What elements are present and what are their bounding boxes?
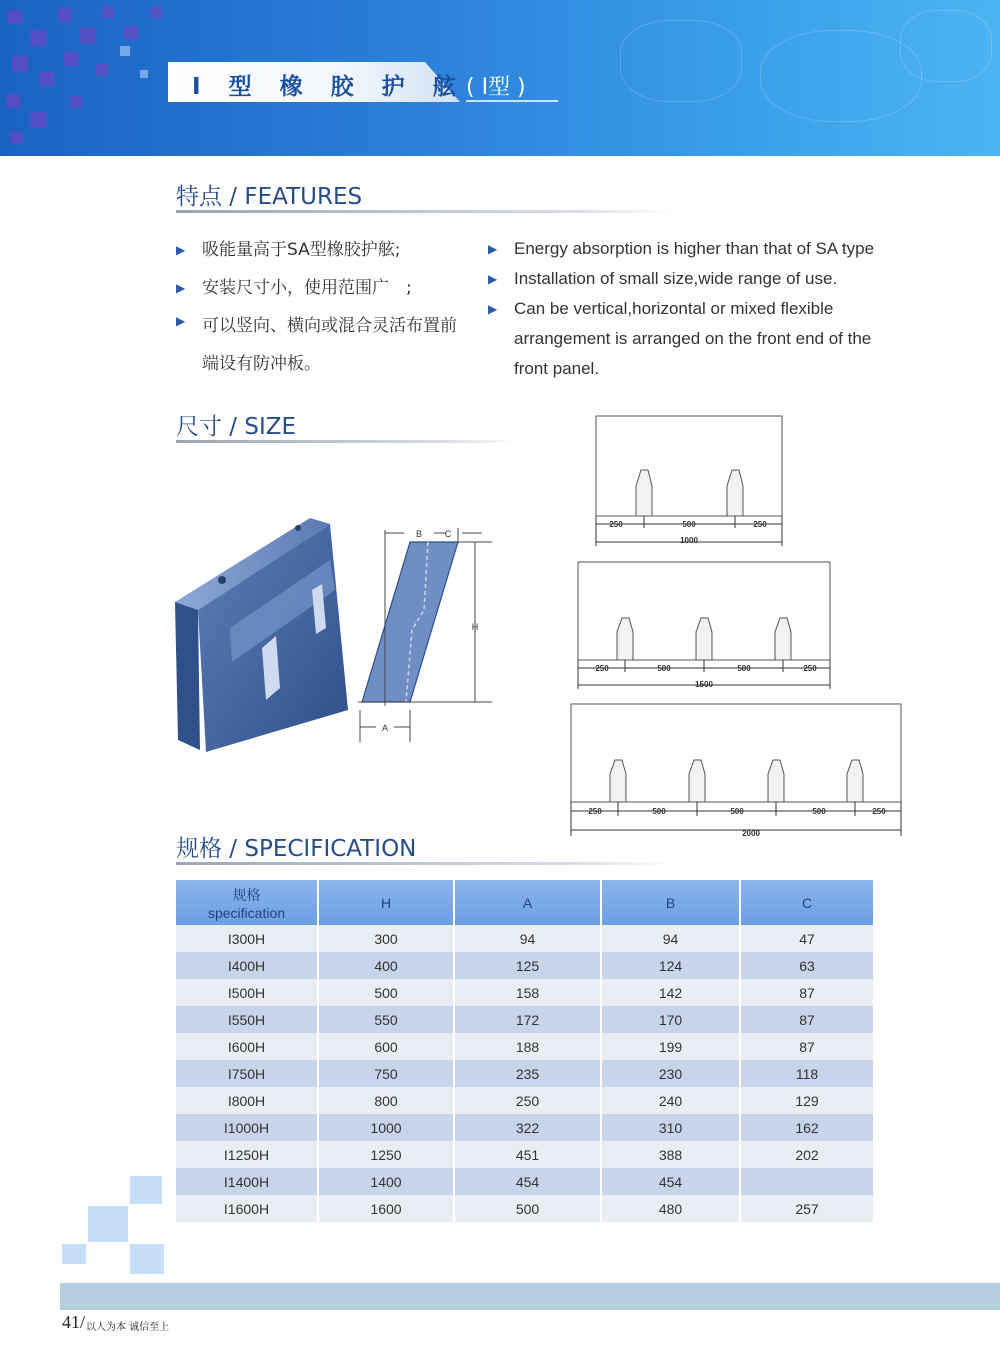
table-cell: 235 <box>454 1060 601 1087</box>
features-divider <box>176 210 676 213</box>
layout-2000-diagram <box>567 700 905 842</box>
table-cell: 162 <box>740 1114 873 1141</box>
table-cell: I400H <box>176 952 318 979</box>
table-cell: 1000 <box>318 1114 454 1141</box>
table-cell: I1600H <box>176 1195 318 1222</box>
decor-square <box>12 56 28 72</box>
table-cell: 124 <box>601 952 740 979</box>
decor-square <box>70 96 82 108</box>
table-cell: 750 <box>318 1060 454 1087</box>
table-cell: I300H <box>176 925 318 952</box>
subtitle-underline <box>466 100 558 102</box>
decor-square <box>150 6 162 18</box>
table-cell: 310 <box>601 1114 740 1141</box>
decor-square <box>30 112 46 128</box>
table-cell: 454 <box>454 1168 601 1195</box>
table-cell: 87 <box>740 1033 873 1060</box>
table-cell: 800 <box>318 1087 454 1114</box>
triangle-bullet-icon: ▶ <box>488 302 498 316</box>
feature-en-text: Can be vertical,horizontal or mixed flexible arrangement is arranged on the front end of the front panel. <box>514 299 872 378</box>
layout-1000-diagram <box>592 412 788 552</box>
size-divider <box>176 440 516 443</box>
page-subtitle: ( I型 ) <box>466 75 526 100</box>
table-cell: 480 <box>601 1195 740 1222</box>
table-cell: I800H <box>176 1087 318 1114</box>
header-banner <box>0 0 1000 156</box>
table-row <box>176 952 873 979</box>
decor-square <box>80 28 96 44</box>
dim-label: 250 <box>872 807 886 816</box>
triangle-bullet-icon: ▶ <box>488 242 498 256</box>
table-cell: 118 <box>740 1060 873 1087</box>
decor-square <box>40 72 54 86</box>
table-cell: I1400H <box>176 1168 318 1195</box>
column-header-cn: 规格 <box>232 886 261 903</box>
feature-cn-text: 可以竖向、横向或混合灵活布置前端设有防冲板。 <box>202 316 457 374</box>
decor-square <box>130 1176 162 1204</box>
table-cell: I600H <box>176 1033 318 1060</box>
table-cell <box>740 1168 873 1195</box>
dim-label: 250 <box>588 807 602 816</box>
decor-map-shape <box>620 20 742 102</box>
triangle-bullet-icon: ▶ <box>176 243 186 257</box>
list-item <box>488 294 908 384</box>
specification-table <box>176 880 873 1222</box>
table-cell: 87 <box>740 979 873 1006</box>
table-row <box>176 1195 873 1222</box>
table-row <box>176 1087 873 1114</box>
table-cell: 188 <box>454 1033 601 1060</box>
table-cell: 322 <box>454 1114 601 1141</box>
dim-b-label: B <box>415 529 423 539</box>
table-cell: 1600 <box>318 1195 454 1222</box>
decor-map-shape <box>760 30 922 122</box>
decor-square <box>88 1206 128 1242</box>
features-en-list <box>488 234 908 384</box>
table-cell: 199 <box>601 1033 740 1060</box>
triangle-bullet-icon: ▶ <box>176 281 186 295</box>
list-item <box>488 234 908 264</box>
table-cell: 125 <box>454 952 601 979</box>
table-cell: 142 <box>601 979 740 1006</box>
size-heading: 尺寸 / SIZE <box>176 414 297 440</box>
decor-square <box>10 132 22 144</box>
footer-bar <box>60 1283 1000 1310</box>
dim-a-label: A <box>381 723 389 733</box>
dim-c-label: C <box>444 529 452 539</box>
table-cell: 388 <box>601 1141 740 1168</box>
column-header-spec <box>176 880 318 925</box>
decor-square <box>6 94 20 108</box>
dim-label: 500 <box>737 664 751 673</box>
dim-total-label: 1000 <box>680 536 698 545</box>
fender-3d-illustration <box>170 510 360 755</box>
fender-profile-diagram <box>350 520 500 745</box>
feature-cn-text: 吸能量高于SA型橡胶护舷; <box>202 240 401 260</box>
table-cell: 454 <box>601 1168 740 1195</box>
table-cell: 250 <box>454 1087 601 1114</box>
column-header-en: specification <box>207 904 286 921</box>
table-cell: 230 <box>601 1060 740 1087</box>
table-cell: I550H <box>176 1006 318 1033</box>
decor-square <box>102 6 114 18</box>
table-cell: 47 <box>740 925 873 952</box>
table-row <box>176 1114 873 1141</box>
features-cn-list <box>176 236 466 383</box>
table-cell: 129 <box>740 1087 873 1114</box>
table-cell: 87 <box>740 1006 873 1033</box>
feature-en-text: Installation of small size,wide range of use. <box>514 269 838 288</box>
decor-square <box>96 64 108 76</box>
table-cell: I750H <box>176 1060 318 1087</box>
dim-label: 500 <box>730 807 744 816</box>
dim-label: 250 <box>803 664 817 673</box>
table-cell: 170 <box>601 1006 740 1033</box>
table-row <box>176 979 873 1006</box>
table-cell: 240 <box>601 1087 740 1114</box>
specification-heading: 规格 / SPECIFICATION <box>176 836 417 862</box>
list-item <box>488 264 908 294</box>
table-row <box>176 1006 873 1033</box>
list-item <box>176 236 466 274</box>
dim-label: 500 <box>812 807 826 816</box>
page-title: I 型 橡 胶 护 舷 <box>192 74 466 100</box>
table-cell: I1250H <box>176 1141 318 1168</box>
table-cell: 202 <box>740 1141 873 1168</box>
table-cell: 94 <box>601 925 740 952</box>
table-row <box>176 1033 873 1060</box>
table-cell: 600 <box>318 1033 454 1060</box>
table-cell: 63 <box>740 952 873 979</box>
dim-label: 250 <box>753 520 767 529</box>
table-cell: 1250 <box>318 1141 454 1168</box>
table-row <box>176 925 873 952</box>
dim-label: 250 <box>609 520 623 529</box>
footer-slogan: 以人为本 诚信至上 <box>86 1322 170 1333</box>
table-cell: 172 <box>454 1006 601 1033</box>
decor-square <box>120 46 130 56</box>
decor-square <box>62 1244 86 1264</box>
table-row <box>176 1168 873 1195</box>
feature-en-text: Energy absorption is higher than that of SA type <box>514 239 875 258</box>
dim-label: 250 <box>595 664 609 673</box>
table-cell: 94 <box>454 925 601 952</box>
table-cell: I500H <box>176 979 318 1006</box>
table-cell: 400 <box>318 952 454 979</box>
dim-total-label: 1500 <box>695 680 713 689</box>
column-header-c: C <box>740 880 873 925</box>
dim-label: 500 <box>652 807 666 816</box>
table-cell: 257 <box>740 1195 873 1222</box>
decor-square <box>130 1244 164 1274</box>
decor-map-shape <box>900 10 992 82</box>
triangle-bullet-icon: ▶ <box>176 314 186 328</box>
decor-square <box>58 8 72 22</box>
table-cell: 1400 <box>318 1168 454 1195</box>
features-heading: 特点 / FEATURES <box>176 184 363 210</box>
table-cell: 158 <box>454 979 601 1006</box>
table-cell: 500 <box>454 1195 601 1222</box>
page-number: 41/ <box>62 1312 86 1332</box>
decor-square <box>30 30 46 46</box>
layout-1500-diagram <box>574 558 836 694</box>
decor-square <box>64 52 78 66</box>
column-header-b: B <box>601 880 740 925</box>
dim-total-label: 2000 <box>742 829 760 838</box>
dim-h-label: H <box>471 622 479 632</box>
specification-divider <box>176 862 676 865</box>
table-cell: 300 <box>318 925 454 952</box>
table-row <box>176 1141 873 1168</box>
decor-square <box>8 10 22 24</box>
decor-square <box>124 26 138 40</box>
triangle-bullet-icon: ▶ <box>488 272 498 286</box>
table-cell: I1000H <box>176 1114 318 1141</box>
column-header-a: A <box>454 880 601 925</box>
table-cell: 550 <box>318 1006 454 1033</box>
table-cell: 500 <box>318 979 454 1006</box>
decor-square <box>140 70 148 78</box>
column-header-h: H <box>318 880 454 925</box>
list-item <box>176 307 466 383</box>
dim-label: 500 <box>657 664 671 673</box>
table-cell: 451 <box>454 1141 601 1168</box>
table-row <box>176 1060 873 1087</box>
feature-cn-text: 安装尺寸小，使用范围广 ; <box>202 278 412 298</box>
table-header-row <box>176 880 873 925</box>
dim-label: 500 <box>682 520 696 529</box>
